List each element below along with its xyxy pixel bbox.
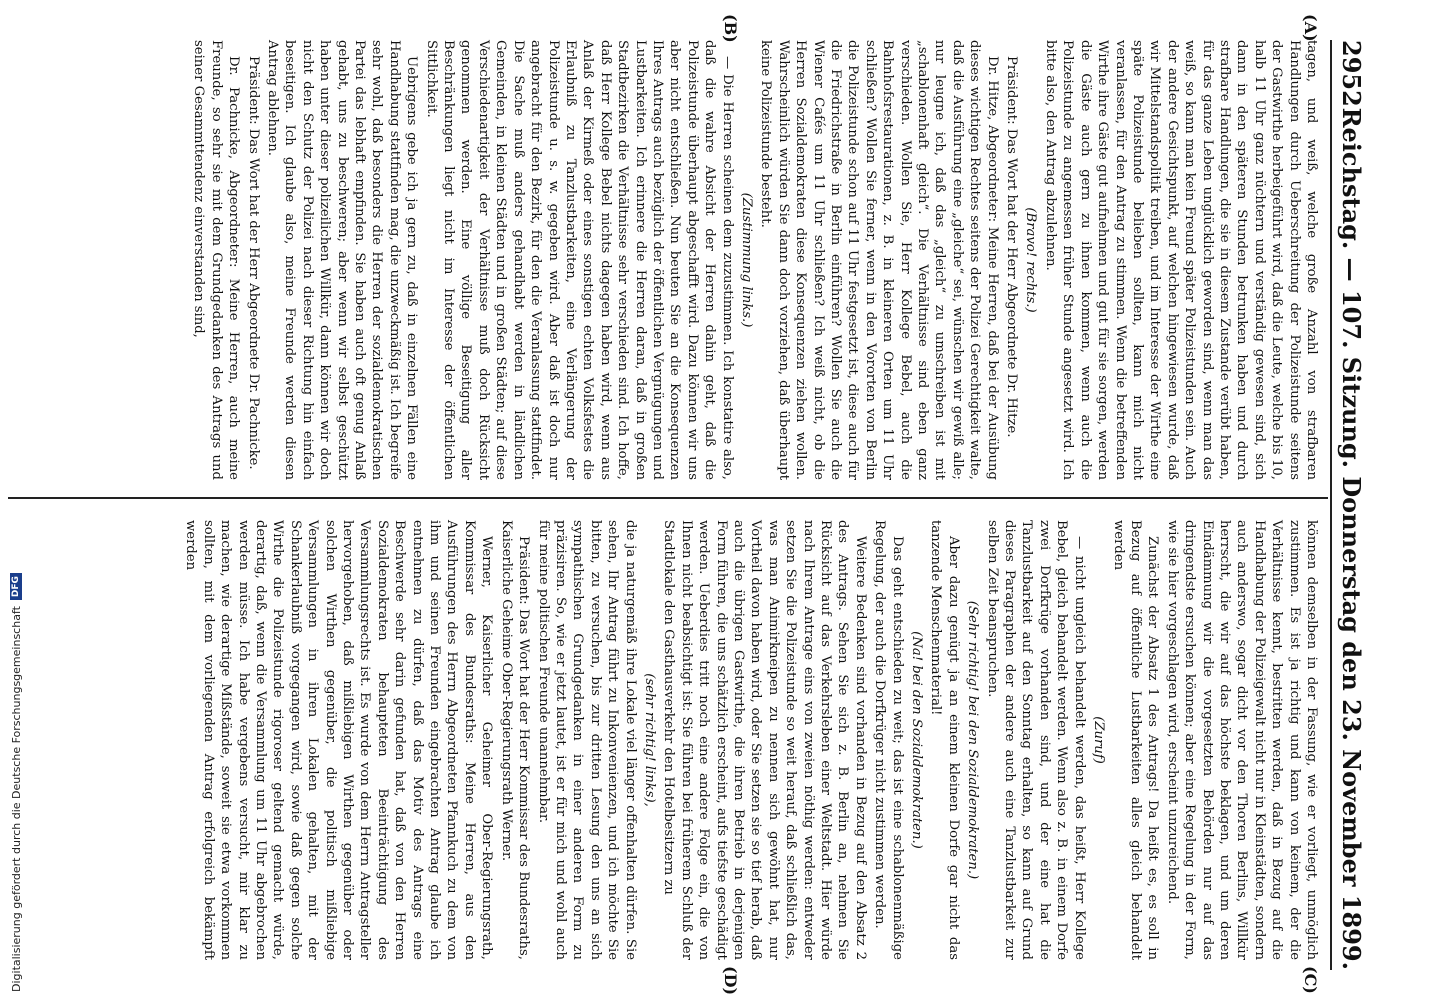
interjection: (Zuruf) <box>1091 716 1107 764</box>
left-column <box>20 40 1320 480</box>
dfg-logo-icon: DFG <box>10 573 22 600</box>
interjection: (Sehr richtig! bei den Sozialdemokraten.) <box>965 600 981 880</box>
page-title: Reichstag. — 107. Sitzung. Donnerstag den 23. November 1899. <box>1337 107 1367 970</box>
paragraph: Weitere Bedenken sind vorhanden in Bezug auf den Absatz 2 des Antrags. Sehen Sie sich z. B. Berlin an, nehmen Sie Rücksicht auf das Verkehrsleben einer Weltstadt. Hier würde nach Ihrem Antrage eins von zweien nöthig werden: entweder setzen Sie die Polizeistunde so weit herauf, daß schließlich das, was man Animirkneipen zu nennen sich gewöhnt hat, nur Vortheil davon haben wird, oder Sie setzen sie so tief herab, daß auch die übrigen Gastwirthe, die ihren Betrieb in derjenigen Form führen, die uns schätzlich erscheint, aufs tiefste geschädigt werden. Ueberdies tritt noch eine andere Folge ein, die von Ihnen nicht beabsichtigt ist: Sie führen bei früherem Schluß der Stadtlokale den Gasthausverkehr den Hotelbesitzern zu <box>661 520 868 960</box>
paragraph: Das geht entschieden zu weit; das ist eine schablonenmäßige Regelung, der auch die Dorfkrüger nicht zustimmen werden. <box>872 520 905 960</box>
interjection: (Zustimmung links.) <box>739 192 754 328</box>
paragraph: Uebrigens gebe ich ja gern zu, daß in einzelnen Fällen eine Handhabung stattfinden mag, die unzweckmäßig ist. Ich begreife sehr wohl, daß besonders die Herren der sozialdemokratischen Partei das lebhaft empfinden. Sie haben auch oft genug Anlaß gehabt, uns zu beschweren; aber wenn wir selbst geschützt haben unter dieser polizeilichen Willkür, dann können wir doch nicht den Schutz der Polizei nach dieser Richtung hin einfach beseitigen. Ich glaube also, meine Freunde werden diesen Antrag ablehnen. <box>265 40 420 480</box>
paragraph: Zunächst der Absatz 1 des Antrags! Da heißt es, es soll in Bezug auf öffentliche Lustbarkeiten alles gleich behandelt werden <box>1110 520 1161 960</box>
interjection: (Bravo! rechts.) <box>1023 207 1039 313</box>
speaker-paragraph: Dr. Hitze, Abgeordneter: Meine Herren, daß bei der Ausübung dieses wichtigen Rechtes seitens der Polizei Gerechtigkeit walte, daß die Ausführung eine „gleiche“ sei, wünschen wir gewiß alle; nur leugne ich, daß das „gleich“ zu umschreiben ist mit „schablonenhaft gleich“. Die Verhältnisse sind eben ganz verschieden. Wollen Sie, Herr Kollege Bebel, auch die Bahnhofsrestaurationen, z. B. in kleineren Orten um 11 Uhr schließen? Wollen Sie ferner, wenn in den Vororten von Berlin die Polizeistunde schon auf 11 Uhr festgesetzt ist, diese auch für die Friedrichstraße in Berlin einführen? Wollen Sie auch die Wiener Cafés um 11 Uhr schließen? Ich weiß nicht, ob die Herren Sozialdemokraten diese Konsequenzen ziehen wollen. Wahrscheinlich würden Sie dann doch vorziehen, daß überhaupt keine Polizeistunde besteht. <box>758 40 1000 480</box>
interjection: (sehr richtig! links), <box>641 673 657 807</box>
margin-marker-a: (A) <box>1301 14 1320 42</box>
speaker-paragraph: Präsident: Das Wort hat der Herr Kommissar des Bundesraths, Kaiserliche Geheime Ober-Regierungsrath Werner. <box>498 520 532 960</box>
speaker-paragraph: Präsident: Das Wort hat der Herr Abgeordnete Dr. Pachnicke. <box>245 56 261 470</box>
right-column <box>20 520 1320 960</box>
speaker-paragraph: Präsident: Das Wort hat der Herr Abgeordnete Dr. Hitze. <box>1004 56 1020 438</box>
speaker-paragraph: Dr. Pachnicke, Abgeordneter: Meine Herren, auch meine Freunde, so sehr sie mit dem Grundgedanken des Antrags und seiner Gesammttendenz einverstanden sind, <box>191 40 242 480</box>
page-header <box>1330 40 1372 970</box>
page-number: 2952 <box>1337 40 1367 107</box>
paragraph: Aber dazu genügt ja an einem kleinen Dorfe gar nicht das tanzende Menschenmaterial! <box>928 520 961 960</box>
digitization-notice <box>6 0 26 992</box>
digitization-text: Digitalisierung gefördert durch die Deutsche Forschungsgemeinschaft <box>9 606 23 992</box>
paragraph: die ja naturgemäß ihre Lokale viel länger offenhalten dürfen. Sie sehen, Ihr Antrag führt zu Inkonvenienzen, und ich möchte Sie bitten, zu versuchen, bis zur dritten Lesung den uns an sich sympathischen Grundgedanken in einer anderen Form zu präzisiren. So, wie er jetzt lautet, ist er für mich und wohl auch für meine politischen Freunde unannehmbar. <box>535 520 638 960</box>
paragraph: — nicht ungleich behandelt werden, das heißt, Herr Kollege Bebel, gleich behandelt werden. Wenn also z. B. in einem Dorfe zwei Dorfkrüge vorhanden sind, und der eine hat die Tanzlustbarkeit auf den Sonntag erhalten, so kann auf Grund dieses Paragraphen der andere auch eine Tanzlustbarkeit zur selben Zeit beanspruchen. <box>984 520 1087 960</box>
margin-marker-d: (D) <box>721 966 740 996</box>
margin-marker-c: (C) <box>1301 966 1320 994</box>
paragraph: — Die Herren scheinen dem zuzustimmen. Ich konstatire also, daß die wahre Absicht der Herren dahin geht, daß die Polizeistunde überhaupt abgeschafft wird. Dazu können wir uns aber nicht entschließen. Nun beuten Sie an die Konsequenzen Ihres Antrags auch bezüglich der öffentlichen Vergnügungen und Lustbarkeiten. Ich erinnere die Herren daran, daß in großen Stadtbezirken die Verhältnisse sehr verschieden sind. Ich hoffe, daß Herr Kollege Bebel nichts dagegen haben wird, wenn aus Anlaß der Kirmeß oder eines sonstigen echten Volksfestes die Erlaubniß zu Tanzlustbarkeiten, eine Verlängerung der Polizeistunde u. s. w. gegeben wird. Aber daß ist doch nur angebracht für den Bezirk, für den die Veranlassung stattfindet. Die Sache muß anders gehandhabt werden in ländlichen Gemeinden, in kleinen Städten und in großen Städten; auf diese Verschiedenartigkeit der Verhältnisse muß doch Rücksicht genommen werden. Eine völlige Beseitigung aller Beschränkungen liegt nicht im Interesse der öffentlichen Sittlichkeit. <box>423 40 735 480</box>
interjection: (Na! bei den Sozialdemokraten.) <box>909 631 925 849</box>
column-divider <box>8 497 1328 499</box>
speaker-paragraph: Werner, Kaiserlicher Geheimer Ober-Regierungsrath, Kommissar des Bundesraths: Meine Herren, aus den Ausführungen des Herrn Abgeordneten Pfannkuch zu dem von ihm und seinen Freunden eingebrachten Antrag glaube ich entnehmen zu dürfen, daß das Motiv des Antrags eine Beschwerde sehr darin gefunden hat, daß von den Herren Sozialdemokraten behaupteten Beeinträchtigung des Versammlungsrechts ist. Es wurde von dem Herrn Antragsteller hervorgehoben, daß mißliebigen Wirthen gegenüber oder solchen Wirthen gegenüber, die politisch mißliebige Versammlungen in ihren Lokalen gehalten, mit der Schankerlaubniß vorgegangen wird, sowie daß gegen solche Wirthe die Polizeistunde rigoroser geltend gemacht würde, derartig, daß, wenn die Versammlung um 11 Uhr abgebrochen werden müsse. Ich habe vergebens versucht, mir klar zu machen, wie derartige Mißstände, soweit sie etwa vorkommen sollten, mit dem vorliegenden Antrag erfolgreich bekämpft werden <box>183 520 495 960</box>
paragraph: können demselben in der Fassung, wie er vorliegt, unmöglich zustimmen. Es ist ja richtig und kann von keinem, der die Verhältnisse kennt, bestritten werden, daß in Bezug auf die Handhabung der Polizeigewalt nicht nur in Kleinstädten, sondern auch anderswo, sogar dicht vor den Thoren Berlins, Willkür herrscht, die wir auf das höchste beklagen, und um deren Eindämmung wir die vorgesetzten Behörden nur auf das dringendste ersuchen können; aber eine Regelung in der Form, wie sie hier vorgeschlagen wird, erscheint unzureichend. <box>1164 520 1319 960</box>
paragraph: tagen, und weiß, welche große Anzahl von strafbaren Handlungen durch Ueberschreitung der Polizeistunde seitens der Gastwirthe herbeigeführt wird, daß die Leute, welche bis 10, halb 11 Uhr ganz nüchtern und verständig gewesen sind, sich dann in den späteren Stunden betrunken haben und durch strafbare Handlungen, die sie in diesem Zustande verübt haben, für das ganze Leben unglücklich geworden sind, wenn man das weiß, so kann man kein Freund später Polizeistunden sein. Auch der andere Gesichtspunkt, auf welchen hingewiesen wurde, daß wir Mittelstandspolitik treiben, und im Interesse der Wirthe eine späte Polizeistunde belieben sollten, kann mich nicht veranlassen, für den Antrag zu stimmen. Wenn die betreffenden Wirthe ihre Gäste gut aufnehmen und gut für sie sorgen, werden die Gäste auch gern zu ihnen kommen, wenn auch die Polizeistunde zu angemessen früher Stunde angesetzt wird. Ich bitte also, den Antrag abzulehnen. <box>1042 40 1319 480</box>
margin-marker-b: (B) <box>721 14 740 43</box>
